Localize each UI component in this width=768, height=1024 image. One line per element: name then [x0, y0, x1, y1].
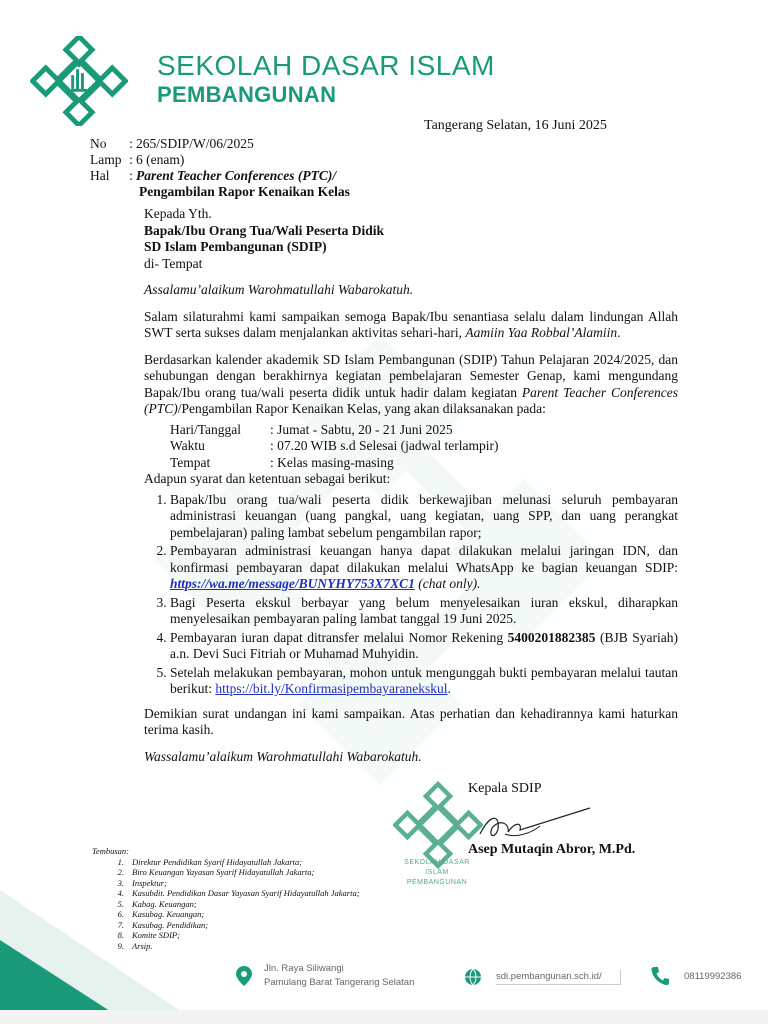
recipient-kepada: Kepada Yth.: [144, 206, 212, 221]
term-5-text: Setelah melakukan pembayaran, mohon untuk mengunggah bukti pembayaran melalui tautan berikut:: [170, 664, 678, 696]
letter-date: Tangerang Selatan, 16 Juni 2025: [424, 118, 607, 133]
term-5-end: .: [447, 681, 451, 696]
recipient-line2: SD Islam Pembangunan (SDIP): [144, 239, 327, 254]
term-2-note: (chat only).: [414, 576, 481, 591]
whatsapp-link[interactable]: https://wa.me/message/BUNYHY753X7XC1: [170, 576, 415, 591]
school-name-line1: SEKOLAH DASAR ISLAM: [157, 50, 495, 81]
para1-text: Salam silaturahmi kami sampaikan semoga Bapak/Ibu senantiasa selalu dalam lindungan Allah SWT serta sukses dalam menjalankan aktivitas sehari-hari,: [144, 308, 678, 340]
tembusan-item-text: Biro Keuangan Yayasan Syarif Hidayatullah Jakarta;: [132, 867, 315, 877]
subject-line1: Parent Teacher Conferences (PTC)/: [136, 168, 337, 183]
footer-phone[interactable]: 08119992386: [684, 971, 742, 982]
address-line1: Jln. Raya Siliwangi: [264, 963, 344, 974]
tembusan-label: Tembusan:: [92, 846, 129, 856]
term-2-text: Pembayaran administrasi keuangan hanya dapat dilakukan melalui jaringan IDN, dan konfirmasi pembayaran dapat dilakukan melalui WhatsApp ke bagian keuangan SDIP:: [170, 543, 678, 575]
letter-meta: [90, 136, 350, 200]
term-3-text: Bagi Peserta ekskul berbayar yang belum menyelesaikan iuran ekskul, diharapkan menyelesaikan pembayaran paling lambat tanggal 19 Juni 2025.: [170, 594, 678, 626]
term-4-text-b: (BJB Syariah) a.n. Devi Suci Fitriah or Muhamad Muhyidin.: [170, 629, 678, 661]
schedule-row: [170, 455, 678, 472]
greeting: Assalamu’alaikum Warohmatullahi Wabarokatuh.: [144, 282, 414, 297]
list-item: 4. Kasubdit. Pendidikan Dasar Yayasan Syarif Hidayatullah Jakarta;: [117, 888, 360, 898]
para2-italic: Parent Teacher Conferences (PTC): [144, 384, 678, 416]
schedule: [170, 422, 678, 472]
meta-colon: :: [129, 168, 133, 183]
para1-end: .: [617, 325, 621, 340]
list-item: 5. Kabag. Keuangan;: [117, 898, 197, 909]
recipient-line1: Bapak/Ibu Orang Tua/Wali Peserta Didik: [144, 222, 385, 238]
footer-bar: [0, 1010, 768, 1024]
list-item: 8. Komite SDIP;: [117, 930, 180, 940]
meta-key: Lamp: [90, 152, 122, 167]
tembusan-item-text: Komite SDIP;: [132, 930, 180, 940]
schedule-value: : 07.20 WIB s.d Selesai (jadwal terlampir): [270, 438, 499, 453]
para1-italic: Aamiin Yaa Robbal’Alamiin: [465, 325, 618, 340]
meta-subject: [136, 168, 350, 200]
schedule-value: : Kelas masing-masing: [270, 454, 394, 470]
list-item: [170, 630, 678, 663]
meta-colon: :: [129, 152, 133, 167]
signer-title: Kepala SDIP: [468, 781, 542, 796]
list-item: 7. Kasubag. Pendidikan;: [117, 919, 209, 930]
meta-colon: :: [129, 136, 133, 151]
phone-icon: [651, 966, 669, 986]
para2-text-a: Berdasarkan kalender akademik SD Islam Pembangunan (SDIP) Tahun Pelajaran 2024/2025, dan sehubungan dengan berakhirnya kegiatan pembelajaran Semester Genap, kami mengundang Bapak/Ibu orang tua/wali peserta didik untuk hadir dalam kegiatan: [144, 351, 678, 400]
tembusan-item-text: Inspektur;: [132, 877, 167, 888]
schedule-key: Waktu: [170, 438, 205, 453]
schedule-key: Tempat: [170, 454, 211, 470]
list-item: [170, 492, 678, 542]
stamp-text-line1: SEKOLAH DASAR ISLAM: [404, 859, 470, 876]
term-1-text: Bapak/Ibu orang tua/wali peserta didik berkewajiban melunasi seluruh pembayaran administrasi keuangan (uang pangkal, uang kegiatan, uang SPP, dan uang perangkat pembelajaran) paling lambat sebelum pengambilan rapor;: [170, 491, 678, 540]
list-item: [170, 595, 678, 628]
farewell: Wassalamu’alaikum Warohmatullahi Wabarokatuh.: [144, 748, 422, 764]
meta-row-no: [90, 136, 350, 152]
paragraph-2: [144, 352, 678, 418]
tembusan-item-text: Kasubag. Pendidikan;: [132, 919, 209, 930]
meta-row-hal: [90, 168, 350, 200]
list-item: 6. Kasubag. Keuangan;: [117, 909, 205, 919]
meta-key: No: [90, 136, 107, 151]
paragraph-1: [144, 309, 678, 342]
list-item: 9. Arsip.: [117, 940, 153, 951]
terms-intro: Adapun syarat dan ketentuan sebagai berikut:: [144, 471, 391, 486]
meta-key: Hal: [90, 168, 110, 183]
school-name-line2: PEMBANGUNAN: [157, 82, 337, 107]
school-logo-icon: [30, 36, 128, 126]
letter-body: [144, 206, 678, 765]
meta-row-lamp: [90, 152, 350, 168]
meta-value: 265/SDIP/W/06/2025: [136, 136, 254, 151]
footer-website[interactable]: sdi.pembangunan.sch.id/: [496, 970, 621, 985]
account-number: 5400201882385: [507, 629, 596, 645]
list-item: 1. Direktur Pendidikan Syarif Hidayatullah Jakarta;: [117, 856, 303, 867]
stamp-text-line2: PEMBANGUNAN: [406, 879, 468, 886]
address-line2: Pamulang Barat Tangerang Selatan: [264, 977, 415, 988]
tembusan-item-text: Kasubdit. Pendidikan Dasar Yayasan Syarif Hidayatullah Jakarta;: [132, 888, 360, 898]
list-item: [170, 665, 678, 698]
tembusan-item-text: Arsip.: [132, 940, 153, 951]
signer-name: Asep Mutaqin Abror, M.Pd.: [468, 842, 636, 857]
term-4-text: Pembayaran iuran dapat ditransfer melalui Nomor Rekening: [170, 629, 508, 645]
footer-decoration: [0, 877, 200, 1024]
schedule-key: Hari/Tanggal: [170, 421, 242, 437]
web-icon: [464, 968, 484, 986]
list-item: 3. Inspektur;: [117, 877, 167, 888]
tembusan-item-text: Kasubag. Keuangan;: [132, 909, 205, 919]
confirmation-link[interactable]: https://bit.ly/Konfirmasipembayaranekskul: [215, 681, 448, 696]
meta-value: 6 (enam): [136, 152, 185, 167]
schedule-row: [170, 438, 678, 455]
terms-list: [144, 492, 678, 698]
para2-text-b: /Pengambilan Rapor Kenaikan Kelas, yang akan dilaksanakan pada:: [177, 401, 546, 416]
schedule-row: [170, 422, 678, 439]
subject-line2: Pengambilan Rapor Kenaikan Kelas: [139, 184, 350, 199]
list-item: [170, 543, 678, 593]
tembusan-item-text: Kabag. Keuangan;: [132, 898, 197, 909]
recipient-line3: di- Tempat: [144, 255, 203, 271]
signature-icon: [470, 804, 600, 844]
list-item: 2. Biro Keuangan Yayasan Syarif Hidayatullah Jakarta;: [117, 867, 315, 877]
tembusan-item-text: Direktur Pendidikan Syarif Hidayatullah Jakarta;: [132, 856, 303, 867]
closing-paragraph: Demikian surat undangan ini kami sampaikan. Atas perhatian dan kehadirannya kami haturkan terima kasih.: [144, 705, 678, 737]
stamp-text: [392, 858, 482, 888]
location-pin-icon: [236, 966, 252, 986]
footer-address: [264, 962, 414, 990]
schedule-value: : Jumat - Sabtu, 20 - 21 Juni 2025: [270, 421, 453, 437]
